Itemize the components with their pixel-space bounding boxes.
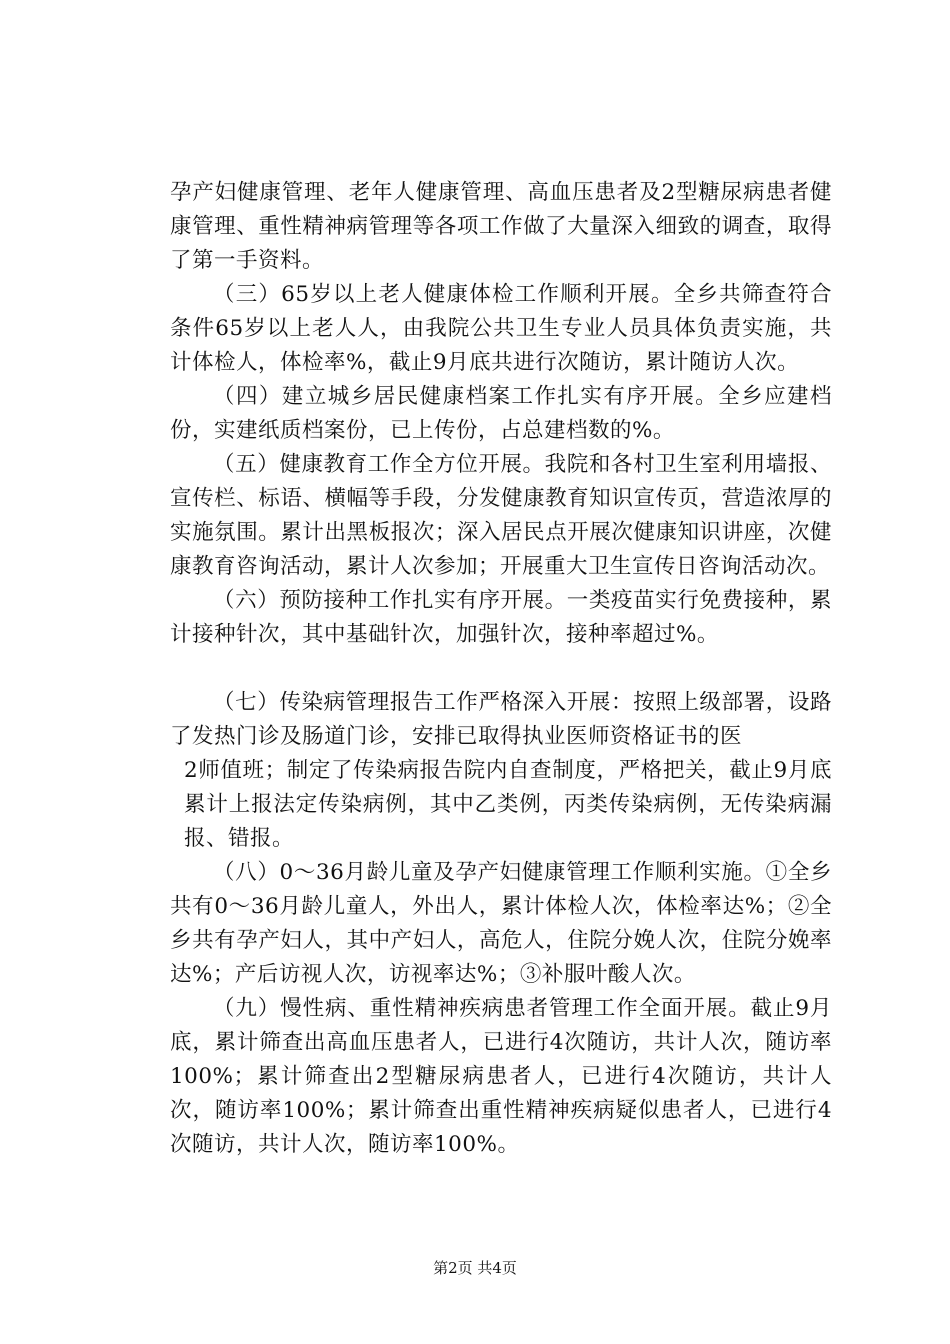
paragraph-section-7: （七）传染病管理报告工作严格深入开展：按照上级部署，设路了发热门诊及肠道门诊，安排已取得执业医师资格证书的医 (170, 690, 832, 749)
paragraph-gap (170, 652, 832, 686)
document-body (170, 176, 832, 1162)
paragraph-section-4: （四）建立城乡居民健康档案工作扎实有序开展。全乡应建档份，实建纸质档案份，已上传份，占总建档数的%。 (170, 384, 832, 443)
paragraph-section-3: （三）65岁以上老人健康体检工作顺利开展。全乡共筛查符合条件65岁以上老人人，由我院公共卫生专业人员具体负责实施，共计体检人，体检率%，截止9月底共进行次随访，累计随访人次。 (170, 282, 832, 375)
paragraph-continuation: 孕产妇健康管理、老年人健康管理、高血压患者及2型糖尿病患者健康管理、重性精神病管理等各项工作做了大量深入细致的调查，取得了第一手资料。 (170, 180, 832, 273)
paragraph-section-7-continued: 2师值班；制定了传染病报告院内自查制度，严格把关，截止9月底累计上报法定传染病例，其中乙类例，丙类传染病例，无传染病漏报、错报。 (184, 758, 832, 851)
paragraph-section-6: （六）预防接种工作扎实有序开展。一类疫苗实行免费接种，累计接种针次，其中基础针次，加强针次，接种率超过%。 (170, 588, 832, 647)
paragraph-section-9: （九）慢性病、重性精神疾病患者管理工作全面开展。截止9月底，累计筛查出高血压患者人，已进行4次随访，共计人次，随访率100%；累计筛查出2型糖尿病患者人，已进行4次随访，共计人次，随访率100%；累计筛查出重性精神疾病疑似患者人，已进行4次随访，共计人次，随访率100%。 (170, 996, 832, 1157)
paragraph-section-5: （五）健康教育工作全方位开展。我院和各村卫生室利用墙报、宣传栏、标语、横幅等手段，分发健康教育知识宣传页，营造浓厚的实施氛围。累计出黑板报次；深入居民点开展次健康知识讲座，次健康教育咨询活动，累计人次参加；开展重大卫生宣传日咨询活动次。 (170, 452, 832, 579)
page-number-footer: 第2页 共4页 (433, 1259, 517, 1277)
paragraph-section-8: （八）0～36月龄儿童及孕产妇健康管理工作顺利实施。①全乡共有0～36月龄儿童人，外出人，累计体检人次，体检率达%；②全乡共有孕产妇人，其中产妇人，高危人，住院分娩人次，住院分娩率达%；产后访视人次，访视率达%；③补服叶酸人次。 (170, 860, 832, 987)
